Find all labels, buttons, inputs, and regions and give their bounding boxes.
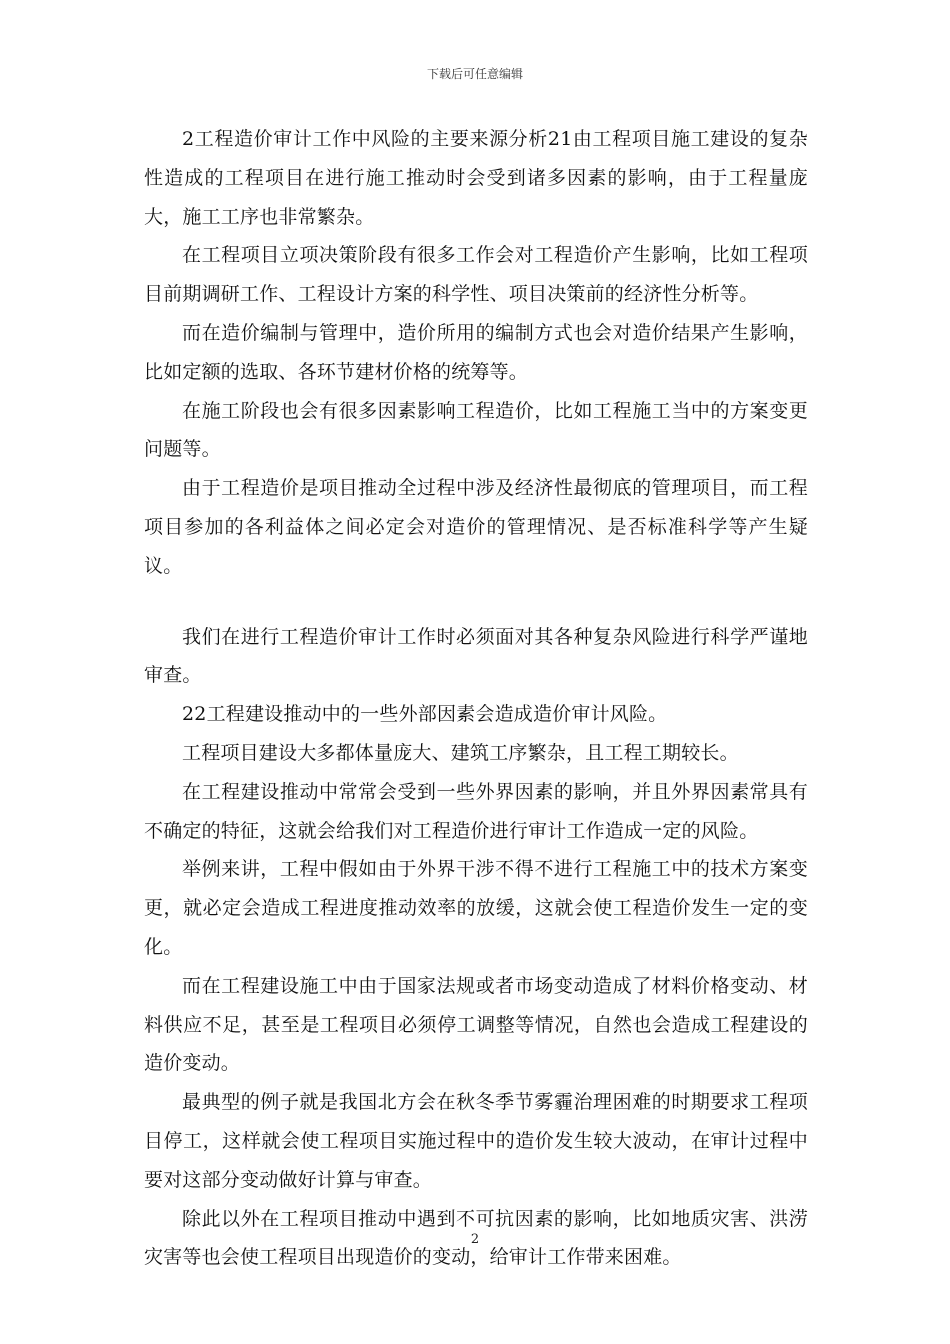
paragraph: 工程项目建设大多都体量庞大、建筑工序繁杂，且工程工期较长。 bbox=[182, 741, 739, 764]
document-body bbox=[144, 120, 808, 1277]
paragraph: 在工程项目立项决策阶段有很多工作会对工程造价产生影响，比如工程项目前期调研工作、工程设计方案的科学性、项目决策前的经济性分析等。 bbox=[144, 244, 808, 306]
paragraph-gap bbox=[144, 586, 808, 618]
paragraph: 22工程建设推动中的一些外部因素会造成造价审计风险。 bbox=[182, 703, 668, 726]
paragraph: 除此以外在工程项目推动中遇到不可抗因素的影响，比如地质灾害、洪涝灾害等也会使工程项目出现造价的变动，给审计工作带来困难。 bbox=[144, 1207, 808, 1269]
paragraph: 由于工程造价是项目推动全过程中涉及经济性最彻底的管理项目，而工程项目参加的各利益体之间必定会对造价的管理情况、是否标准科学等产生疑议。 bbox=[144, 477, 808, 577]
page-header: 下载后可任意编辑 bbox=[426, 67, 523, 81]
page-number: 2 bbox=[470, 1232, 480, 1247]
paragraph: 最典型的例子就是我国北方会在秋冬季节雾霾治理困难的时期要求工程项目停工，这样就会使工程项目实施过程中的造价发生较大波动，在审计过程中要对这部分变动做好计算与审查。 bbox=[144, 1091, 808, 1191]
paragraph: 而在造价编制与管理中，造价所用的编制方式也会对造价结果产生影响，比如定额的选取、各环节建材价格的统筹等。 bbox=[144, 321, 808, 383]
paragraph: 在工程建设推动中常常会受到一些外界因素的影响，并且外界因素常具有不确定的特征，这就会给我们对工程造价进行审计工作造成一定的风险。 bbox=[144, 780, 808, 842]
paragraph: 在施工阶段也会有很多因素影响工程造价，比如工程施工当中的方案变更问题等。 bbox=[144, 399, 808, 461]
paragraph: 2工程造价审计工作中风险的主要来源分析21由工程项目施工建设的复杂性造成的工程项目在进行施工推动时会受到诸多因素的影响，由于工程量庞大，施工工序也非常繁杂。 bbox=[144, 128, 808, 228]
paragraph: 我们在进行工程造价审计工作时必须面对其各种复杂风险进行科学严谨地审查。 bbox=[144, 625, 808, 687]
paragraph: 举例来讲，工程中假如由于外界干涉不得不进行工程施工中的技术方案变更，就必定会造成工程进度推动效率的放缓，这就会使工程造价发生一定的变化。 bbox=[144, 858, 808, 958]
paragraph: 而在工程建设施工中由于国家法规或者市场变动造成了材料价格变动、材料供应不足，甚至是工程项目必须停工调整等情况，自然也会造成工程建设的造价变动。 bbox=[144, 974, 808, 1075]
